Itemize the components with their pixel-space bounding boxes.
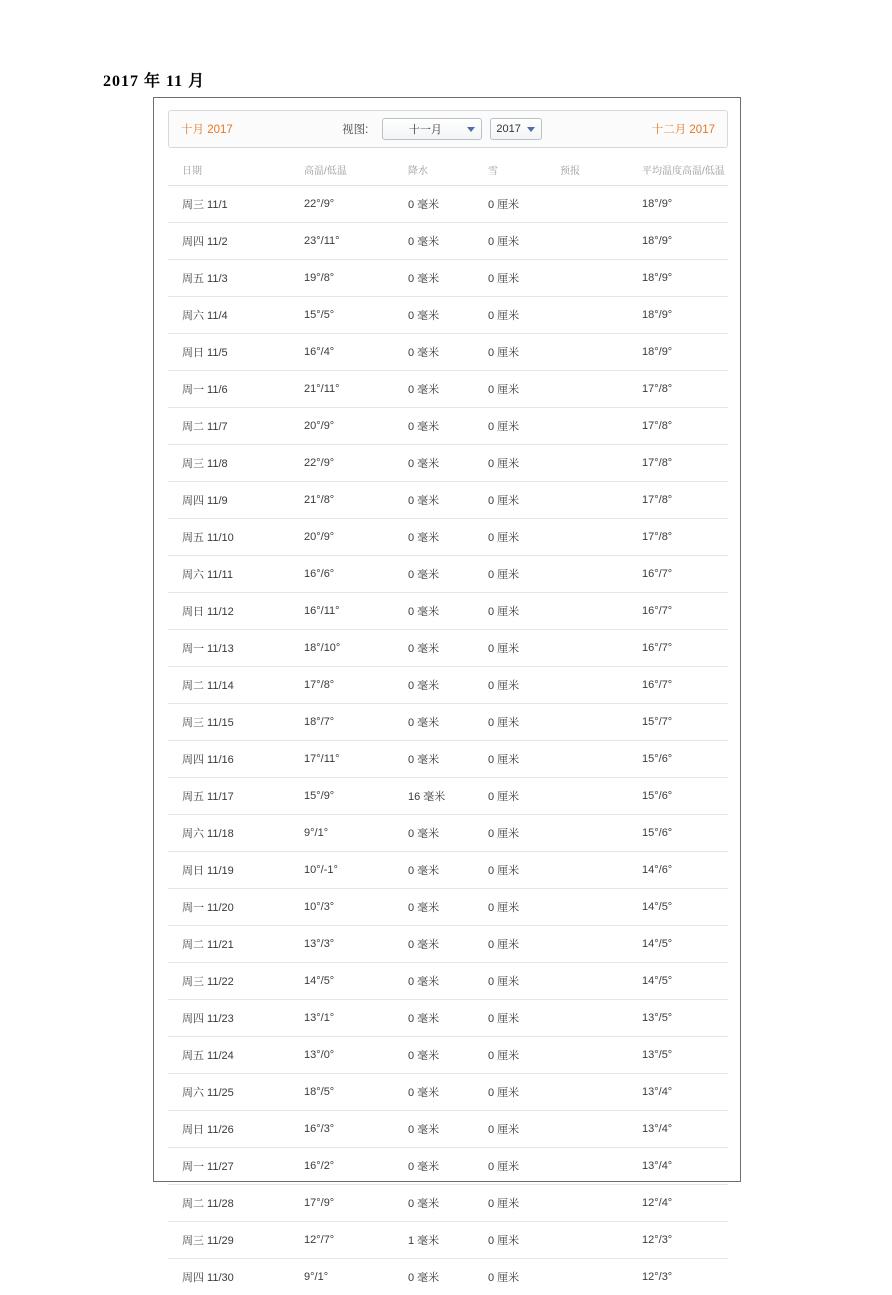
cell-date: 周四 11/9 [168,482,304,519]
cell-snow: 0 厘米 [488,297,560,334]
cell-precip: 0 毫米 [408,852,488,889]
cell-average: 13°/5° [642,1000,728,1037]
cell-forecast [560,1000,642,1037]
cell-snow: 0 厘米 [488,186,560,223]
cell-date: 周三 11/29 [168,1222,304,1259]
column-header-precip: 降水 [408,150,488,186]
table-row [168,371,728,408]
table-row [168,1259,728,1295]
table-row [168,260,728,297]
cell-precip: 0 毫米 [408,815,488,852]
cell-average: 14°/6° [642,852,728,889]
cell-precip: 0 毫米 [408,334,488,371]
cell-precip: 0 毫米 [408,260,488,297]
table-row [168,445,728,482]
cell-date: 周五 11/10 [168,519,304,556]
cell-date: 周五 11/3 [168,260,304,297]
table-row [168,556,728,593]
cell-forecast [560,1259,642,1295]
cell-temp: 21°/8° [304,482,408,519]
cell-date: 周六 11/4 [168,297,304,334]
cell-average: 15°/6° [642,741,728,778]
cell-snow: 0 厘米 [488,1000,560,1037]
cell-date: 周二 11/7 [168,408,304,445]
table-row [168,1222,728,1259]
cell-average: 18°/9° [642,297,728,334]
cell-average: 16°/7° [642,556,728,593]
cell-forecast [560,1074,642,1111]
table-row [168,963,728,1000]
cell-average: 17°/8° [642,482,728,519]
previous-month-link[interactable]: 十月 2017 [181,121,233,137]
column-header-average: 平均温度高温/低温 [642,150,728,186]
table-row [168,519,728,556]
table-row [168,1000,728,1037]
cell-average: 12°/3° [642,1259,728,1295]
cell-date: 周三 11/8 [168,445,304,482]
cell-precip: 0 毫米 [408,704,488,741]
cell-precip: 0 毫米 [408,1111,488,1148]
cell-temp: 20°/9° [304,408,408,445]
cell-date: 周五 11/17 [168,778,304,815]
table-row [168,1074,728,1111]
cell-date: 周日 11/5 [168,334,304,371]
cell-snow: 0 厘米 [488,741,560,778]
cell-average: 18°/9° [642,260,728,297]
cell-temp: 13°/1° [304,1000,408,1037]
cell-average: 18°/9° [642,223,728,260]
cell-snow: 0 厘米 [488,445,560,482]
table-row [168,223,728,260]
cell-date: 周六 11/11 [168,556,304,593]
cell-average: 12°/3° [642,1222,728,1259]
cell-precip: 0 毫米 [408,741,488,778]
column-header-temp: 高温/低温 [304,150,408,186]
cell-snow: 0 厘米 [488,926,560,963]
cell-snow: 0 厘米 [488,408,560,445]
cell-precip: 0 毫米 [408,1074,488,1111]
cell-forecast [560,519,642,556]
cell-precip: 0 毫米 [408,371,488,408]
cell-temp: 13°/0° [304,1037,408,1074]
month-select[interactable] [382,118,482,140]
cell-snow: 0 厘米 [488,889,560,926]
cell-forecast [560,482,642,519]
cell-forecast [560,1185,642,1222]
table-row [168,1148,728,1185]
widget-inner [168,110,728,1295]
cell-snow: 0 厘米 [488,852,560,889]
cell-precip: 0 毫米 [408,1000,488,1037]
table-row [168,186,728,223]
cell-date: 周日 11/19 [168,852,304,889]
cell-average: 17°/8° [642,445,728,482]
cell-precip: 0 毫米 [408,1259,488,1295]
cell-average: 15°/7° [642,704,728,741]
cell-temp: 19°/8° [304,260,408,297]
table-row [168,408,728,445]
cell-date: 周四 11/16 [168,741,304,778]
cell-snow: 0 厘米 [488,593,560,630]
cell-snow: 0 厘米 [488,1074,560,1111]
cell-forecast [560,741,642,778]
cell-average: 14°/5° [642,889,728,926]
cell-forecast [560,445,642,482]
cell-date: 周日 11/26 [168,1111,304,1148]
cell-temp: 16°/2° [304,1148,408,1185]
table-row [168,1111,728,1148]
cell-average: 13°/5° [642,1037,728,1074]
year-select-value: 2017 [491,123,526,135]
cell-forecast [560,852,642,889]
table-row [168,334,728,371]
cell-snow: 0 厘米 [488,1259,560,1295]
table-row [168,482,728,519]
cell-precip: 0 毫米 [408,1148,488,1185]
cell-date: 周二 11/14 [168,667,304,704]
cell-temp: 10°/3° [304,889,408,926]
cell-forecast [560,778,642,815]
cell-snow: 0 厘米 [488,334,560,371]
cell-snow: 0 厘米 [488,223,560,260]
cell-date: 周一 11/27 [168,1148,304,1185]
cell-average: 14°/5° [642,926,728,963]
cell-date: 周二 11/21 [168,926,304,963]
cell-temp: 9°/1° [304,1259,408,1295]
cell-date: 周四 11/2 [168,223,304,260]
cell-temp: 15°/5° [304,297,408,334]
cell-forecast [560,371,642,408]
cell-precip: 1 毫米 [408,1222,488,1259]
cell-temp: 23°/11° [304,223,408,260]
cell-forecast [560,926,642,963]
cell-forecast [560,1111,642,1148]
cell-snow: 0 厘米 [488,704,560,741]
cell-forecast [560,1037,642,1074]
cell-average: 14°/5° [642,963,728,1000]
cell-temp: 13°/3° [304,926,408,963]
cell-forecast [560,963,642,1000]
cell-forecast [560,408,642,445]
cell-temp: 17°/11° [304,741,408,778]
cell-forecast [560,1148,642,1185]
cell-temp: 15°/9° [304,778,408,815]
month-select-value: 十一月 [383,121,467,137]
cell-temp: 22°/9° [304,186,408,223]
cell-precip: 0 毫米 [408,482,488,519]
cell-forecast [560,260,642,297]
table-row [168,778,728,815]
cell-date: 周二 11/28 [168,1185,304,1222]
cell-average: 13°/4° [642,1148,728,1185]
cell-temp: 10°/-1° [304,852,408,889]
table-row [168,852,728,889]
table-row [168,630,728,667]
cell-average: 18°/9° [642,334,728,371]
cell-forecast [560,889,642,926]
cell-snow: 0 厘米 [488,1222,560,1259]
table-row [168,815,728,852]
table-row [168,926,728,963]
table-head [168,150,728,186]
cell-precip: 0 毫米 [408,1185,488,1222]
table-body [168,186,728,1295]
cell-precip: 0 毫米 [408,408,488,445]
cell-average: 16°/7° [642,593,728,630]
cell-snow: 0 厘米 [488,667,560,704]
cell-average: 13°/4° [642,1111,728,1148]
cell-precip: 0 毫米 [408,926,488,963]
cell-average: 16°/7° [642,630,728,667]
cell-snow: 0 厘米 [488,519,560,556]
table-row [168,741,728,778]
weather-history-table [168,150,728,1295]
table-row [168,1037,728,1074]
cell-average: 15°/6° [642,815,728,852]
cell-precip: 0 毫米 [408,1037,488,1074]
cell-temp: 16°/3° [304,1111,408,1148]
cell-temp: 16°/4° [304,334,408,371]
cell-temp: 21°/11° [304,371,408,408]
cell-snow: 0 厘米 [488,556,560,593]
year-select[interactable] [490,118,542,140]
cell-date: 周六 11/18 [168,815,304,852]
cell-date: 周一 11/6 [168,371,304,408]
table-row [168,1185,728,1222]
cell-forecast [560,297,642,334]
cell-date: 周三 11/15 [168,704,304,741]
cell-snow: 0 厘米 [488,630,560,667]
cell-temp: 17°/8° [304,667,408,704]
table-row [168,889,728,926]
cell-forecast [560,334,642,371]
table-row [168,704,728,741]
cell-temp: 9°/1° [304,815,408,852]
cell-average: 15°/6° [642,778,728,815]
cell-precip: 0 毫米 [408,297,488,334]
cell-average: 18°/9° [642,186,728,223]
cell-temp: 16°/6° [304,556,408,593]
cell-forecast [560,815,642,852]
cell-snow: 0 厘米 [488,482,560,519]
cell-temp: 18°/10° [304,630,408,667]
cell-precip: 0 毫米 [408,186,488,223]
table-header-row [168,150,728,186]
cell-date: 周一 11/20 [168,889,304,926]
cell-snow: 0 厘米 [488,371,560,408]
cell-temp: 20°/9° [304,519,408,556]
cell-date: 周四 11/30 [168,1259,304,1295]
cell-snow: 0 厘米 [488,260,560,297]
cell-forecast [560,704,642,741]
cell-precip: 0 毫米 [408,223,488,260]
cell-forecast [560,186,642,223]
cell-date: 周四 11/23 [168,1000,304,1037]
cell-snow: 0 厘米 [488,963,560,1000]
cell-temp: 16°/11° [304,593,408,630]
month-navigation-bar [168,110,728,148]
column-header-snow: 雪 [488,150,560,186]
cell-forecast [560,223,642,260]
cell-temp: 17°/9° [304,1185,408,1222]
chevron-down-icon [467,127,475,132]
cell-precip: 0 毫米 [408,667,488,704]
cell-temp: 18°/5° [304,1074,408,1111]
cell-temp: 18°/7° [304,704,408,741]
cell-snow: 0 厘米 [488,1148,560,1185]
cell-date: 周三 11/1 [168,186,304,223]
cell-precip: 0 毫米 [408,519,488,556]
cell-snow: 0 厘米 [488,1037,560,1074]
cell-forecast [560,593,642,630]
table-row [168,297,728,334]
chevron-down-icon [527,127,535,132]
weather-history-widget [153,97,741,1182]
cell-precip: 0 毫米 [408,630,488,667]
page-title: 2017 年 11 月 [103,68,205,91]
cell-average: 17°/8° [642,408,728,445]
view-label: 视图: [342,121,368,137]
cell-date: 周五 11/24 [168,1037,304,1074]
cell-average: 17°/8° [642,519,728,556]
cell-precip: 0 毫米 [408,889,488,926]
cell-snow: 0 厘米 [488,1111,560,1148]
cell-precip: 16 毫米 [408,778,488,815]
cell-temp: 14°/5° [304,963,408,1000]
cell-snow: 0 厘米 [488,815,560,852]
column-header-date: 日期 [168,150,304,186]
cell-forecast [560,556,642,593]
cell-date: 周日 11/12 [168,593,304,630]
table-row [168,593,728,630]
cell-forecast [560,667,642,704]
cell-snow: 0 厘米 [488,778,560,815]
cell-average: 12°/4° [642,1185,728,1222]
cell-date: 周六 11/25 [168,1074,304,1111]
cell-temp: 22°/9° [304,445,408,482]
cell-date: 周三 11/22 [168,963,304,1000]
cell-average: 17°/8° [642,371,728,408]
cell-forecast [560,1222,642,1259]
cell-temp: 12°/7° [304,1222,408,1259]
cell-average: 16°/7° [642,667,728,704]
cell-forecast [560,630,642,667]
table-row [168,667,728,704]
cell-precip: 0 毫米 [408,556,488,593]
cell-snow: 0 厘米 [488,1185,560,1222]
cell-average: 13°/4° [642,1074,728,1111]
cell-date: 周一 11/13 [168,630,304,667]
column-header-forecast: 预报 [560,150,642,186]
cell-precip: 0 毫米 [408,963,488,1000]
cell-precip: 0 毫米 [408,445,488,482]
next-month-link[interactable]: 十二月 2017 [652,121,715,137]
cell-precip: 0 毫米 [408,593,488,630]
